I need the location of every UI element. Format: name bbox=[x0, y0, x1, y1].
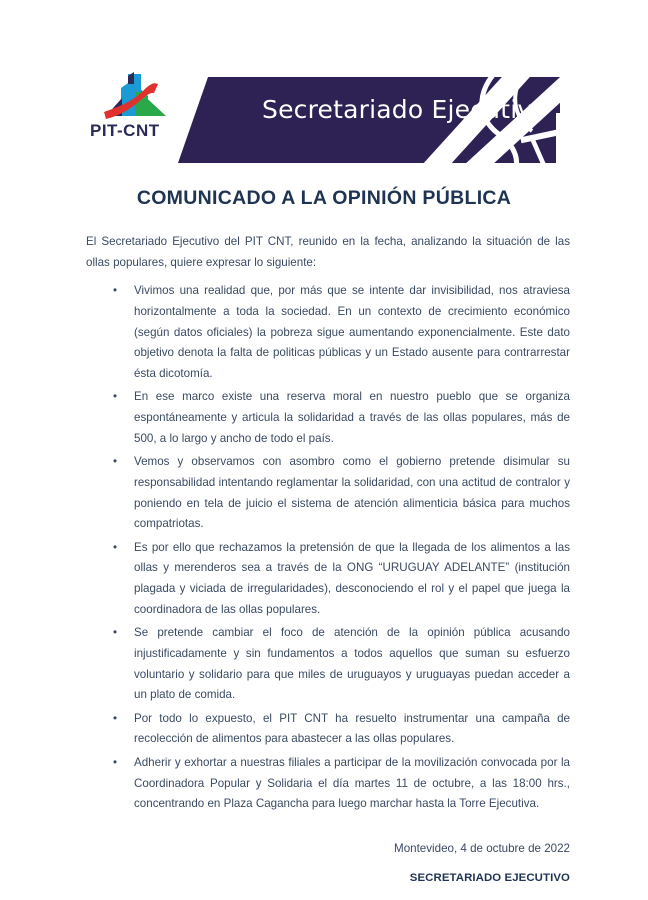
document-header bbox=[0, 0, 648, 175]
intro-paragraph: El Secretariado Ejecutivo del PIT CNT, reunido en la fecha, analizando la situación de las ollas populares, quiere expresar lo siguiente: bbox=[86, 235, 570, 269]
banner-title: Secretariado Ejecutivo bbox=[262, 95, 548, 124]
signature-organization: SECRETARIADO EJECUTIVO bbox=[409, 871, 570, 884]
list-item-text: Es por ello que rechazamos la pretensión de que la llegada de los alimentos a las ollas y merenderos sea a través de la ONG “URUGUAY ADELANTE” (institución plagada y viciada de irregularidades), desconociendo el rol y el papel que juega la coordinadora de las ollas populares. bbox=[134, 540, 570, 616]
list-item bbox=[0, 538, 648, 621]
list-item bbox=[0, 452, 648, 535]
list-item bbox=[0, 281, 648, 384]
signature-block bbox=[0, 839, 648, 884]
page-title: COMUNICADO A LA OPINIÓN PÚBLICA bbox=[136, 187, 512, 209]
list-item bbox=[0, 623, 648, 706]
signature-place: Montevideo, 4 de octubre de 2022 bbox=[394, 841, 570, 855]
bullet-marker-icon: • bbox=[113, 390, 118, 404]
bullet-marker-icon: • bbox=[113, 455, 118, 469]
list-item-text: Por todo lo expuesto, el PIT CNT ha resuelto instrumentar una campaña de recolección de alimentos para abastecer a las ollas populares. bbox=[134, 711, 570, 746]
pit-cnt-wordmark: PIT-CNT bbox=[90, 121, 160, 140]
document-body bbox=[0, 175, 648, 884]
bullet-marker-icon: • bbox=[113, 711, 118, 725]
bullet-marker-icon: • bbox=[113, 284, 118, 298]
bullet-marker-icon: • bbox=[113, 540, 118, 554]
bullet-marker-icon: • bbox=[113, 626, 118, 640]
list-item-text: Se pretende cambiar el foco de atención de la opinión pública acusando injustificadamente y sin fundamentos a todos aquellos que suman su esfuerzo voluntario y solidario para que miles de uruguayos y uruguayas puedan acceder a un plato de comida. bbox=[134, 626, 570, 702]
list-item bbox=[0, 387, 648, 449]
list-item bbox=[0, 709, 648, 750]
list-item-text: En ese marco existe una reserva moral en nuestro pueblo que se organiza espontáneamente y articula la solidaridad a través de las ollas populares, más de 500, a lo largo y ancho de todo el país. bbox=[134, 390, 570, 445]
list-item-text: Vemos y observamos con asombro como el gobierno pretende disimular su responsabilidad intentando reglamentar la solidaridad, con una actitud de contralor y poniendo en tela de juicio el sistema de atención alimenticia básica para muchos compatriotas. bbox=[134, 455, 570, 531]
list-item-text: Adherir y exhortar a nuestras filiales a participar de la movilización convocada por la Coordinadora Popular y Solidaria el día martes 11 de octubre, a las 18:00 hrs., concentrando en Plaza Cagancha para luego marchar hasta la Torre Ejecutiva. bbox=[134, 756, 570, 811]
list-item bbox=[0, 753, 648, 815]
bullet-marker-icon: • bbox=[113, 756, 118, 769]
pit-cnt-logo bbox=[88, 72, 183, 140]
statement-list bbox=[0, 281, 648, 815]
list-item-text: Vivimos una realidad que, por más que se intente dar invisibilidad, nos atraviesa horizontalmente a toda la sociedad. En un contexto de crecimiento económico (según datos oficiales) la pobreza sigue aumentando exponencialmente. Este dato objetivo denota la falta de politicas públicas y un Estado ausente para contrarrestar ésta dicotomía. bbox=[134, 284, 570, 380]
